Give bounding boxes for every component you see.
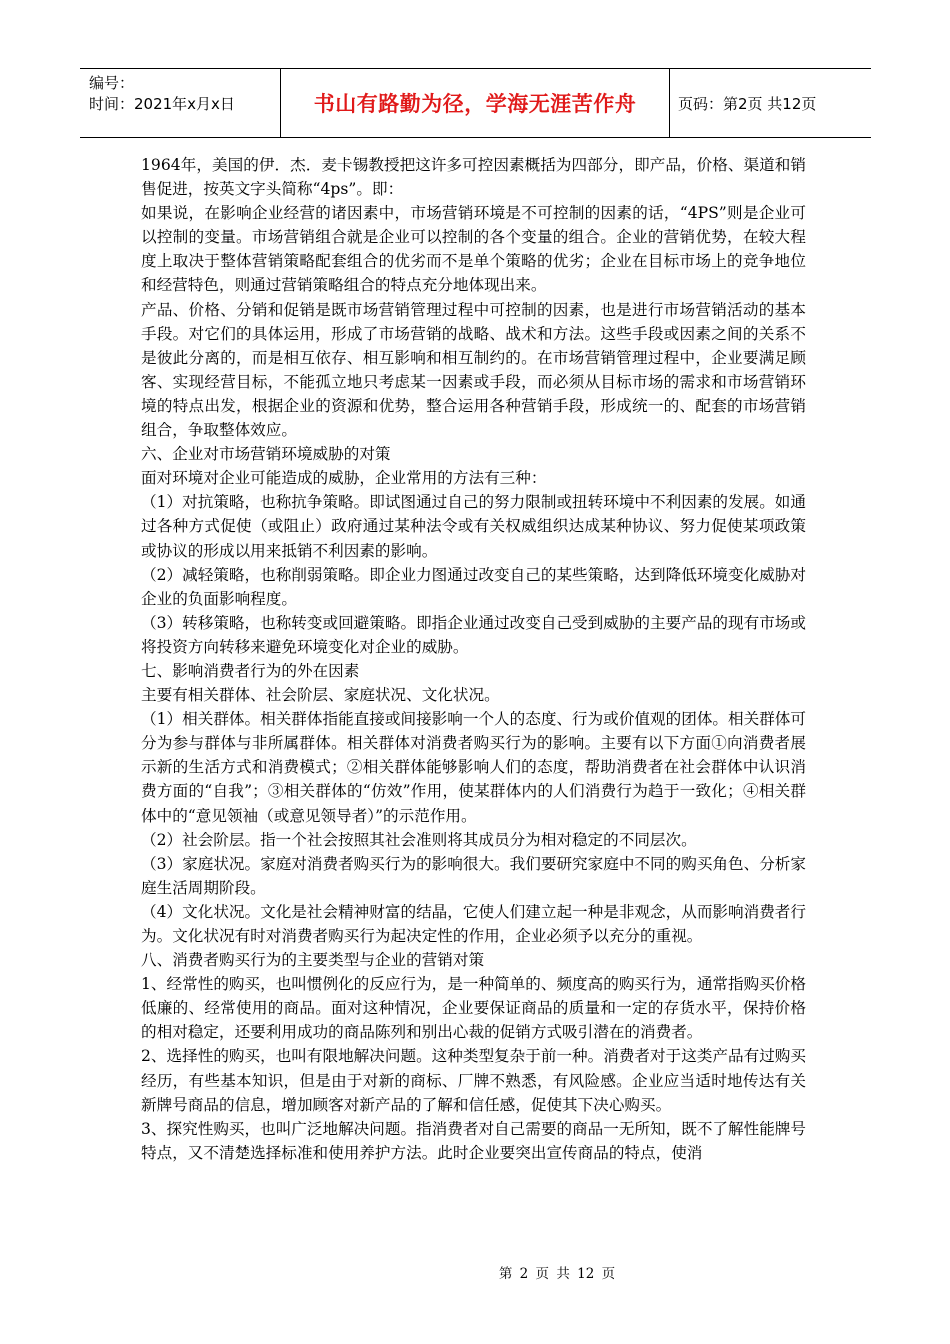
header-table	[80, 68, 871, 138]
paragraph: （3）家庭状况。家庭对消费者购买行为的影响很大。我们要研究家庭中不同的购买角色、分析家庭生活周期阶段。	[141, 854, 806, 897]
footer-page-number: 第 2 页 共 12 页	[498, 1266, 616, 1282]
paragraph: （4）文化状况。文化是社会精神财富的结晶，它使人们建立起一种是非观念，从而影响消费者行为。文化状况有时对消费者购买行为起决定性的作用，企业必须予以充分的重视。	[141, 902, 806, 945]
section-heading: 七、影响消费者行为的外在因素	[141, 661, 360, 680]
document-code-label: 编号：	[89, 74, 135, 92]
document-time-label: 时间：2021年x月x日	[89, 95, 235, 113]
paragraph: 1、经常性的购买，也叫惯例化的反应行为，是一种简单的、频度高的购买行为，通常指购买价格低廉的、经常使用的商品。面对这种情况，企业要保证商品的质量和一定的存货水平，保持价格的相对稳定，还要利用成功的商品陈列和别出心裁的促销方式吸引潜在的消费者。	[141, 975, 806, 1042]
header-motto-cell	[281, 69, 670, 137]
paragraph: （2）减轻策略，也称削弱策略。即企业力图通过改变自己的某些策略，达到降低环境变化威胁对企业的负面影响程度。	[141, 565, 806, 608]
header-motto: 书山有路勤为径，学海无涯苦作舟	[313, 92, 637, 116]
document-body	[141, 153, 806, 1165]
header-page-info: 页码：第2页 共12页	[678, 94, 817, 113]
paragraph: 1964年，美国的伊．杰．麦卡锡教授把这许多可控因素概括为四部分，即产品，价格、渠道和销售促进，按英文字头简称“4ps”。即：	[141, 156, 806, 199]
paragraph: 如果说，在影响企业经营的诸因素中，市场营销环境是不可控制的因素的话，“4PS”则是企业可以控制的变量。市场营销组合就是企业可以控制的各个变量的组合。企业的营销优势，在较大程度上取决于整体营销策略配套组合的优劣而不是单个策略的优劣；企业在目标市场上的竞争地位和经营特色，则通过营销策略组合的特点充分地体现出来。	[141, 204, 806, 295]
paragraph: （1）对抗策略，也称抗争策略。即试图通过自己的努力限制或扭转环境中不利因素的发展。如通过各种方式促使（或阻止）政府通过某种法令或有关权威组织达成某种协议、努力促使某项政策或协议的形成以用来抵销不利因素的影响。	[141, 493, 806, 560]
section-heading: 六、企业对市场营销环境威胁的对策	[141, 445, 391, 464]
paragraph: （2）社会阶层。指一个社会按照其社会准则将其成员分为相对稳定的不同层次。	[141, 830, 697, 849]
paragraph: 主要有相关群体、社会阶层、家庭状况、文化状况。	[141, 686, 500, 705]
paragraph: 3、探究性购买，也叫广泛地解决问题。指消费者对自己需要的商品一无所知，既不了解性能牌号特点，又不清楚选择标准和使用养护方法。此时企业要突出宣传商品的特点，使消	[141, 1119, 806, 1162]
header-left-cell	[80, 69, 281, 137]
header-page-cell	[670, 69, 870, 137]
paragraph: 2、选择性的购买，也叫有限地解决问题。这种类型复杂于前一种。消费者对于这类产品有过购买经历，有些基本知识，但是由于对新的商标、厂牌不熟悉，有风险感。企业应当适时地传达有关新牌号商品的信息，增加顾客对新产品的了解和信任感，促使其下决心购买。	[141, 1047, 806, 1114]
paragraph: （1）相关群体。相关群体指能直接或间接影响一个人的态度、行为或价值观的团体。相关群体可分为参与群体与非所属群体。相关群体对消费者购买行为的影响。主要有以下方面①向消费者展示新的生活方式和消费模式；②相关群体能够影响人们的态度，帮助消费者在社会群体中认识消费方面的“自我”；③相关群体的“仿效”作用，使某群体内的人们消费行为趋于一致化；④相关群体中的“意见领袖（或意见领导者）”的示范作用。	[141, 710, 806, 825]
page-footer	[0, 1262, 950, 1282]
paragraph: 面对环境对企业可能造成的威胁，企业常用的方法有三种：	[141, 469, 547, 488]
section-heading: 八、消费者购买行为的主要类型与企业的营销对策	[141, 951, 485, 970]
paragraph: 产品、价格、分销和促销是既市场营销管理过程中可控制的因素，也是进行市场营销活动的基本手段。对它们的具体运用，形成了市场营销的战略、战术和方法。这些手段或因素之间的关系不是彼此分离的，而是相互依存、相互影响和相互制约的。在市场营销管理过程中，企业要满足顾客、实现经营目标，不能孤立地只考虑某一因素或手段，而必须从目标市场的需求和市场营销环境的特点出发，根据企业的资源和优势，整合运用各种营销手段，形成统一的、配套的市场营销组合，争取整体效应。	[141, 300, 806, 440]
paragraph: （3）转移策略，也称转变或回避策略。即指企业通过改变自己受到威胁的主要产品的现有市场或将投资方向转移来避免环境变化对企业的威胁。	[141, 613, 806, 656]
